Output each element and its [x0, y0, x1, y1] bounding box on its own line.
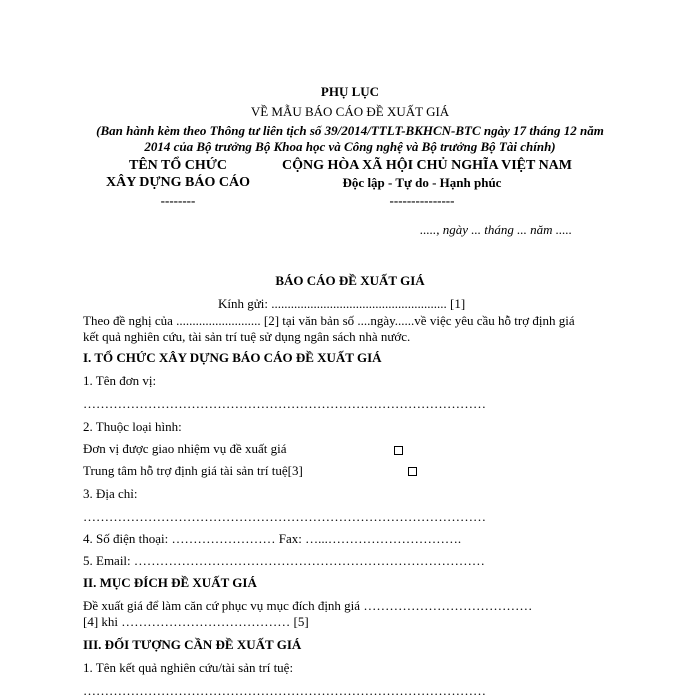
issuance-note-line2: 2014 của Bộ trưởng Bộ Khoa học và Công nghệ và Bộ trưởng Bộ Tài chính)	[144, 139, 556, 154]
country-name: CỘNG HÒA XÃ HỘI CHỦ NGHĨA VIỆT NAM	[281, 158, 572, 173]
motto-divider: ---------------	[389, 193, 455, 208]
type-option-ip-center: Trung tâm hỗ trợ định giá tài sản trí tuệ[3]	[83, 463, 303, 478]
org-report-label: XÂY DỰNG BÁO CÁO	[105, 175, 250, 190]
phone-fax-line: 4. Số điện thoại: …………………… Fax: …...………………………….	[83, 531, 462, 546]
unit-name-dots: …………………………………………………………………………………	[83, 396, 486, 411]
national-motto: Độc lập - Tự do - Hạnh phúc	[342, 175, 502, 190]
org-name-label: TÊN TỔ CHỨC	[128, 158, 227, 173]
unit-name-label: 1. Tên đơn vị:	[83, 373, 157, 388]
issuance-note-line1: (Ban hành kèm theo Thông tư liên tịch số 39/2014/TTLT-BKHCN-BTC ngày 17 tháng 12 năm	[96, 123, 604, 138]
type-option-task-unit: Đơn vị được giao nhiệm vụ đề xuất giá	[83, 441, 287, 456]
address-dots: …………………………………………………………………………………	[83, 509, 486, 524]
intro-line2: kết quả nghiên cứu, tài sản trí tuệ sử dụng ngân sách nhà nước.	[83, 329, 411, 344]
ip-center-checkbox[interactable]	[408, 467, 417, 476]
appendix-subtitle: VỀ MẪU BÁO CÁO ĐỀ XUẤT GIÁ	[250, 104, 450, 119]
section1-heading: I. TỔ CHỨC XÂY DỰNG BÁO CÁO ĐỀ XUẤT GIÁ	[83, 350, 382, 365]
asset-name-dots: …………………………………………………………………………………	[83, 683, 486, 698]
date-line: ....., ngày ... tháng ... năm .....	[420, 222, 573, 237]
purpose-line2: [4] khi ………………………………… [5]	[83, 614, 309, 629]
section2-heading: II. MỤC ĐÍCH ĐỀ XUẤT GIÁ	[83, 575, 257, 590]
org-divider: --------	[160, 193, 196, 208]
recipient-line: Kính gửi: ...................................................... [1]	[218, 296, 466, 311]
task-unit-checkbox[interactable]	[394, 446, 403, 455]
type-label: 2. Thuộc loại hình:	[83, 419, 182, 434]
address-label: 3. Địa chỉ:	[83, 486, 138, 501]
purpose-line1: Đề xuất giá để làm căn cứ phục vụ mục đích định giá …………………………………	[83, 598, 533, 613]
email-line: 5. Email: ………………………………………………………………………	[83, 553, 485, 568]
asset-name-label: 1. Tên kết quả nghiên cứu/tài sản trí tuệ:	[83, 660, 294, 675]
report-title: BÁO CÁO ĐỀ XUẤT GIÁ	[275, 273, 425, 288]
intro-line1: Theo đề nghị của .......................... [2] tại văn bản số ....ngày......về việc yêu cầu hỗ trợ định giá	[83, 313, 575, 328]
appendix-title: PHỤ LỤC	[320, 84, 380, 99]
section3-heading: III. ĐỐI TƯỢNG CẦN ĐỀ XUẤT GIÁ	[83, 637, 302, 652]
